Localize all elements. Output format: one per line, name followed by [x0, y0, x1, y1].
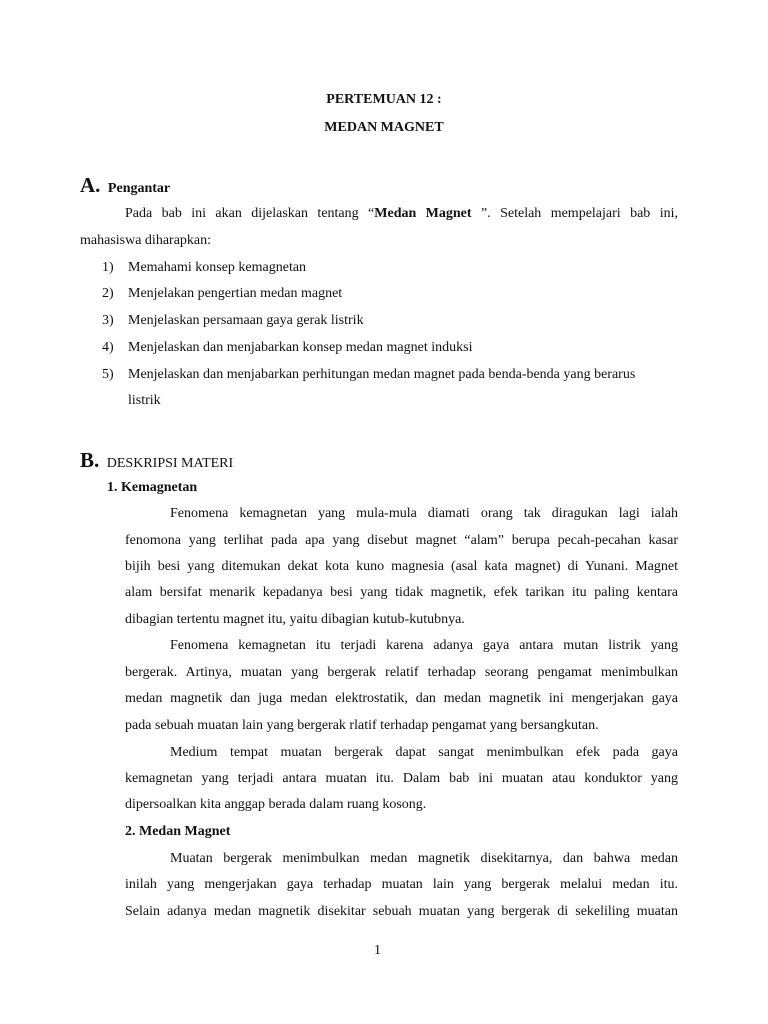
objective-number: 4)	[102, 340, 114, 355]
page-title-line1: PERTEMUAN 12 :	[326, 92, 442, 107]
objective-2	[102, 286, 343, 302]
objective-4	[102, 340, 473, 356]
section-b-title: DESKRIPSI MATERI	[106, 456, 234, 471]
objective-5-continuation: listrik	[128, 393, 161, 408]
objective-text: Menjelakan pengertian medan magnet	[128, 286, 343, 301]
paragraph-line: dibagian tertentu magnet itu, yaitu dibagian kutub-kutubnya.	[125, 612, 465, 627]
objective-number: 3)	[102, 313, 114, 328]
paragraph-line: Muatan bergerak menimbulkan medan magnetik disekitarnya, dan bahwa medan	[170, 851, 678, 866]
intro-bold-term: Medan Magnet	[374, 206, 472, 221]
paragraph-line: inilah yang mengerjakan gaya terhadap muatan lain yang bergerak melalui medan itu.	[125, 877, 678, 892]
section-a-heading	[80, 173, 170, 198]
paragraph-line: Fenomena kemagnetan yang mula-mula diamati orang tak diragukan lagi ialah	[170, 506, 678, 521]
page-number: 1	[374, 943, 381, 958]
paragraph-line: Fenomena kemagnetan itu terjadi karena adanya gaya antara mutan listrik yang	[170, 638, 678, 653]
paragraph-line: kemagnetan yang terjadi antara muatan itu. Dalam bab ini muatan atau konduktor yang	[125, 771, 678, 786]
subsection-2-heading: 2. Medan Magnet	[125, 824, 231, 839]
objective-text: Menjelaskan persamaan gaya gerak listrik	[128, 313, 364, 328]
section-a-title: Pengantar	[107, 181, 171, 196]
subsection-1-heading: 1. Kemagnetan	[107, 480, 198, 495]
objective-3	[102, 313, 364, 329]
objective-1	[102, 260, 307, 276]
objective-5	[102, 367, 636, 383]
paragraph-line: fenomona yang terlihat pada apa yang disebut magnet “alam” berupa pecah-pecahan kasar	[125, 533, 678, 548]
page-title-line2: MEDAN MAGNET	[324, 120, 444, 135]
intro-line-1	[125, 206, 678, 222]
paragraph-line: bergerak. Artinya, muatan yang bergerak relatif terhadap seorang pengamat menimbulkan	[125, 665, 678, 680]
paragraph-line: Selain adanya medan magnetik disekitar sebuah muatan yang bergerak di sekeliling muatan	[125, 904, 678, 919]
section-b-letter: B.	[80, 448, 100, 472]
objective-number: 5)	[102, 367, 114, 382]
objective-number: 1)	[102, 260, 114, 275]
paragraph-line: medan magnetik dan juga medan elektrostatik, dan medan magnetik ini mengerjakan gaya	[125, 691, 678, 706]
paragraph-line: Medium tempat muatan bergerak dapat sangat menimbulkan efek pada gaya	[170, 745, 678, 760]
paragraph-line: pada sebuah muatan lain yang bergerak rlatif terhadap pengamat yang bersangkutan.	[125, 718, 599, 733]
objective-text: Menjelaskan dan menjabarkan konsep medan magnet induksi	[128, 340, 473, 355]
section-a-letter: A.	[80, 173, 101, 197]
intro-text-start: Pada bab ini akan dijelaskan tentang “	[125, 206, 375, 221]
paragraph-line: dipersoalkan kita anggap berada dalam ruang kosong.	[125, 797, 427, 812]
section-b-heading	[80, 448, 233, 473]
intro-line-2: mahasiswa diharapkan:	[80, 233, 212, 248]
paragraph-line: bijih besi yang ditemukan dekat kota kuno magnesia (asal kata magnet) di Yunani. Magnet	[125, 559, 678, 574]
intro-text-end: ”. Setelah mempelajari bab ini,	[471, 206, 678, 221]
objective-text: Memahami konsep kemagnetan	[128, 260, 307, 275]
objective-number: 2)	[102, 286, 114, 301]
objective-text: Menjelaskan dan menjabarkan perhitungan medan magnet pada benda-benda yang berarus	[128, 367, 636, 382]
paragraph-line: alam bersifat menarik kepadanya besi yang tidak magnetik, efek tarikan itu paling kentara	[125, 585, 678, 600]
